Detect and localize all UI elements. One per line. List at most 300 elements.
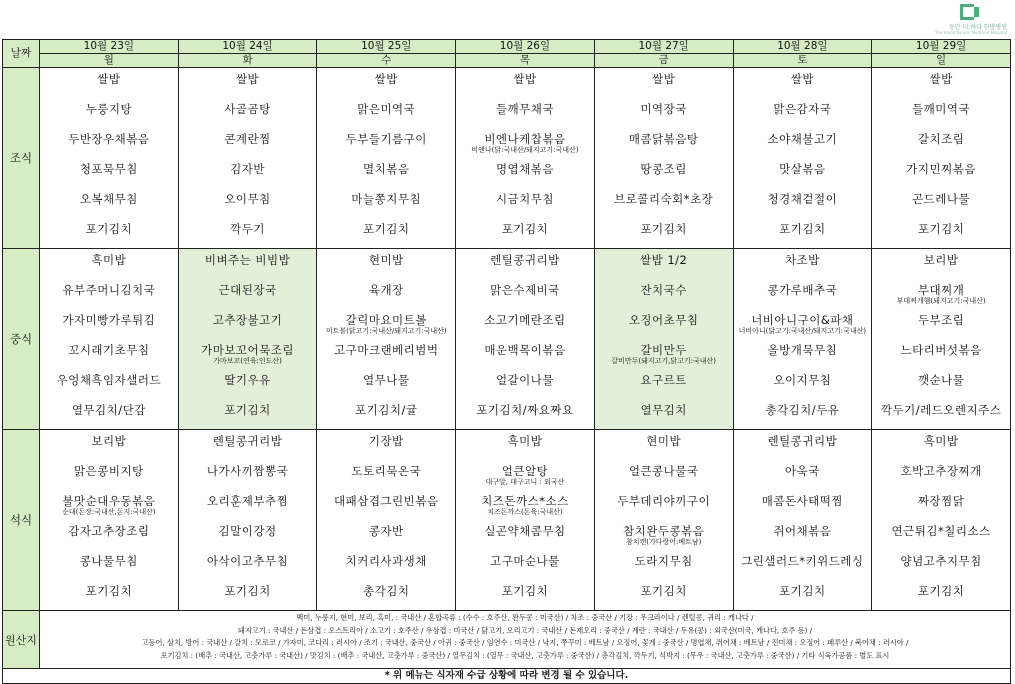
menu-item-name: 감자고추장조림 xyxy=(68,524,150,538)
menu-item xyxy=(872,580,1010,610)
menu-item xyxy=(179,369,317,399)
menu-item xyxy=(40,158,178,188)
menu-item-name: 부대찌개 xyxy=(917,283,965,297)
menu-item-name: 실곤약채콤무침 xyxy=(484,524,566,538)
menu-item-name: 치커리사과생채 xyxy=(345,554,427,568)
menu-item-name: 대패삼겹그린빈볶음 xyxy=(334,494,439,508)
menu-item-name: 그린샐러드*키위드레싱 xyxy=(741,554,864,568)
menu-item xyxy=(595,430,733,460)
menu-item-name: 아욱국 xyxy=(784,464,820,478)
date-label: 날짜 xyxy=(3,40,40,68)
menu-item-name: 두부들기름구이 xyxy=(345,132,427,146)
menu-item-list xyxy=(872,68,1010,248)
menu-item-name: 흑미밥 xyxy=(507,434,543,448)
menu-cell xyxy=(40,430,179,611)
menu-item-list xyxy=(456,249,594,429)
menu-item-name: 들깨무채국 xyxy=(495,102,554,116)
menu-item-name: 딸기우유 xyxy=(224,373,271,387)
menu-item-list xyxy=(317,68,455,248)
menu-item-name: 짜장찜닭 xyxy=(917,494,965,508)
menu-item-name: 고구마크랜베리범벅 xyxy=(334,343,439,357)
date-cell: 10월 27일 xyxy=(594,40,733,54)
menu-item-name: 육개장 xyxy=(368,283,404,297)
menu-item xyxy=(595,98,733,128)
menu-item-name: 보리밥 xyxy=(923,253,959,267)
menu-cell xyxy=(594,430,733,611)
menu-item-origin-note: 갈비만두(돼지고기,닭고기:국내산) xyxy=(611,357,717,365)
menu-item-name: 열무김치 xyxy=(640,403,687,417)
menu-item-name: 흑미밥 xyxy=(923,434,959,448)
menu-item-name: 쌀밥 xyxy=(790,72,814,86)
menu-item-name: 포기김치/귤 xyxy=(355,403,418,417)
menu-item xyxy=(734,128,872,158)
menu-item xyxy=(456,279,594,309)
menu-item-origin-note: 너비아니(닭고기:국내산/돼지고기:국내산) xyxy=(738,327,867,335)
menu-item-name: 포기김치 xyxy=(917,584,965,598)
menu-item xyxy=(317,430,455,460)
menu-item-name: 우엉채흑임자샐러드 xyxy=(56,373,162,387)
menu-item-name: 포기김치 xyxy=(224,584,271,598)
menu-item xyxy=(734,98,872,128)
menu-item xyxy=(595,580,733,610)
menu-item xyxy=(456,249,594,279)
origin-label: 원산지 xyxy=(3,611,40,669)
menu-item xyxy=(317,339,455,369)
menu-item xyxy=(734,550,872,580)
menu-item xyxy=(179,98,317,128)
menu-item-name: 브로콜리숙회*초장 xyxy=(614,192,714,206)
menu-item-list xyxy=(40,430,178,610)
menu-item xyxy=(456,158,594,188)
menu-item xyxy=(40,339,178,369)
menu-item-name: 꼬시래기초무침 xyxy=(68,343,150,357)
menu-item xyxy=(317,128,455,158)
menu-item xyxy=(872,520,1010,550)
weekday-cell: 화 xyxy=(178,54,317,68)
menu-item xyxy=(179,188,317,218)
menu-item xyxy=(734,279,872,309)
menu-item xyxy=(872,550,1010,580)
menu-item-name: 가지민찌볶음 xyxy=(906,162,976,176)
menu-item xyxy=(456,68,594,98)
menu-item-name: 차조밥 xyxy=(784,253,820,267)
menu-item xyxy=(179,580,317,610)
menu-item-name: 현미밥 xyxy=(368,253,404,267)
menu-item xyxy=(595,550,733,580)
menu-item-name: 현미밥 xyxy=(646,434,682,448)
menu-item xyxy=(179,430,317,460)
menu-item xyxy=(317,580,455,610)
menu-item xyxy=(734,249,872,279)
menu-item xyxy=(40,188,178,218)
menu-item-name: 유부주머니김치국 xyxy=(62,283,156,297)
menu-item-name: 포기김치 xyxy=(640,584,687,598)
menu-item-name: 포기김치/짜요짜요 xyxy=(476,403,574,417)
date-cell: 10월 28일 xyxy=(733,40,872,54)
menu-cell xyxy=(178,249,317,430)
date-cell: 10월 25일 xyxy=(317,40,456,54)
menu-item-name: 오이지무침 xyxy=(773,373,832,387)
menu-item-name: 사골곰탕 xyxy=(224,102,271,116)
menu-item xyxy=(456,369,594,399)
menu-item xyxy=(595,249,733,279)
menu-item-name: 멸치볶음 xyxy=(363,162,410,176)
menu-item xyxy=(595,158,733,188)
menu-item-name: 포기김치 xyxy=(501,222,549,236)
menu-item-name: 총각김치/두유 xyxy=(765,403,840,417)
menu-item-name: 도토리묵온국 xyxy=(351,464,422,478)
menu-item xyxy=(595,520,733,550)
menu-item xyxy=(872,128,1010,158)
menu-cell xyxy=(456,249,595,430)
menu-item-name: 오징어초무침 xyxy=(628,313,699,327)
lunch-row xyxy=(3,249,1011,430)
menu-item-name: 깻순나물 xyxy=(917,373,965,387)
menu-item-name: 콩가루배추국 xyxy=(767,283,838,297)
menu-item xyxy=(734,339,872,369)
menu-item-list xyxy=(179,68,317,248)
menu-item xyxy=(872,369,1010,399)
menu-item xyxy=(456,430,594,460)
menu-item-name: 렌틸콩귀리밥 xyxy=(767,434,838,448)
menu-item xyxy=(872,430,1010,460)
menu-cell xyxy=(872,68,1011,249)
menu-item xyxy=(179,218,317,248)
menu-item-name: 근대된장국 xyxy=(218,283,277,297)
weekday-cell: 수 xyxy=(317,54,456,68)
menu-item-name: 두부조림 xyxy=(917,313,965,327)
menu-item xyxy=(40,249,178,279)
menu-item-name: 너비아니구이&파채 xyxy=(751,313,854,327)
menu-item xyxy=(317,68,455,98)
menu-item-name: 미역장국 xyxy=(640,102,687,116)
origin-line: 고등어, 삼치, 방어 : 국내산 / 갈치 : 모로코 / 가자미, 코다리 : 러시아 / 조기 : 국내산, 중국산 / 아귀 : 중국산 / 임연수 : 미국산 / 낙지, 쭈꾸미 : 베트남 / 오징어, 꽃게 : 중국산 / 명엽채, 쥐어채 : 베트남 / 진미채 : 오징어 : 페루산 / 북어채 : 러시아 / xyxy=(141,638,909,647)
menu-item xyxy=(317,158,455,188)
menu-item xyxy=(872,490,1010,520)
menu-item-name: 누룽지탕 xyxy=(85,102,133,116)
menu-item-name: 얼큰콩나물국 xyxy=(628,464,699,478)
menu-item-name: 오리훈제부추찜 xyxy=(206,494,289,508)
menu-item-name: 잔치국수 xyxy=(640,283,687,297)
menu-cell xyxy=(178,430,317,611)
menu-item xyxy=(456,490,594,520)
menu-item xyxy=(179,339,317,369)
menu-item xyxy=(179,460,317,490)
menu-item xyxy=(734,580,872,610)
menu-item xyxy=(734,430,872,460)
menu-item-name: 가마보꼬어묵조림 xyxy=(201,343,294,357)
menu-item xyxy=(317,279,455,309)
menu-item-name: 비벼주는 비빔밥 xyxy=(204,253,291,267)
menu-item xyxy=(456,550,594,580)
menu-item-name: 호박고추장찌개 xyxy=(900,464,982,478)
menu-item xyxy=(317,98,455,128)
weekday-row xyxy=(3,54,1011,68)
menu-item-name: 포기김치 xyxy=(85,584,133,598)
menu-item-name: 쌀밥 xyxy=(929,72,953,86)
menu-item-origin-note: 비엔나(닭:국내산/돼지고기:국내산) xyxy=(471,146,579,154)
menu-item xyxy=(40,550,178,580)
menu-item xyxy=(734,490,872,520)
menu-item-list xyxy=(872,249,1010,429)
menu-cell xyxy=(317,249,456,430)
menu-item-list xyxy=(872,430,1010,610)
menu-item-name: 김말이강정 xyxy=(218,524,277,538)
menu-item xyxy=(734,188,872,218)
menu-item-name: 불맛순대우동볶음 xyxy=(62,494,156,508)
menu-item-name: 총각김치 xyxy=(363,584,410,598)
menu-item-list xyxy=(734,68,872,248)
menu-item xyxy=(734,399,872,429)
footer-note: * 위 메뉴는 식자재 수급 상황에 따라 변경 될 수 있습니다. xyxy=(3,669,1011,684)
menu-cell xyxy=(733,249,872,430)
menu-item-name: 마늘쫑지무침 xyxy=(351,192,422,206)
menu-item-name: 콘계란찜 xyxy=(224,132,271,146)
menu-item xyxy=(179,249,317,279)
breakfast-row xyxy=(3,68,1011,249)
menu-item-name: 포기김치 xyxy=(917,222,965,236)
menu-cell xyxy=(317,68,456,249)
meal-label-dinner: 석식 xyxy=(3,430,40,611)
menu-item-name: 고추장불고기 xyxy=(212,313,283,327)
menu-item xyxy=(872,309,1010,339)
menu-item xyxy=(456,339,594,369)
menu-item xyxy=(179,550,317,580)
weekly-menu-table xyxy=(2,39,1011,684)
menu-item xyxy=(872,68,1010,98)
menu-item-list xyxy=(317,249,455,429)
menu-item-list xyxy=(40,68,178,248)
meal-label-lunch: 중식 xyxy=(3,249,40,430)
menu-item xyxy=(595,218,733,248)
date-cell: 10월 29일 xyxy=(872,40,1011,54)
origin-line: 백미, 누룽지, 현미, 보리, 흑미, : 국내산 / 혼합곡류 : (수수 : 호주산, 완두콩 : 미국산) / 차조 : 중국산 / 기장 : 우크라이나 / 렌틸콩, 귀리 : 캐나다 / xyxy=(296,613,754,622)
menu-item-name: 가자미빵가루튀김 xyxy=(62,313,156,327)
footer-row xyxy=(3,669,1011,684)
menu-item xyxy=(595,128,733,158)
date-row xyxy=(3,40,1011,54)
menu-item-list xyxy=(456,430,594,610)
menu-cell xyxy=(40,249,179,430)
menu-item xyxy=(40,218,178,248)
menu-item-name: 매콤닭볶음탕 xyxy=(628,132,699,146)
menu-item-name: 청포묵무침 xyxy=(79,162,138,176)
menu-item xyxy=(40,369,178,399)
menu-item-origin-note: 대구알, 대구고니 : 외국산 xyxy=(485,478,565,486)
menu-item xyxy=(179,520,317,550)
menu-item xyxy=(872,158,1010,188)
weekday-cell: 목 xyxy=(456,54,595,68)
menu-item xyxy=(456,399,594,429)
menu-item-name: 쌀밥 xyxy=(97,72,121,86)
menu-item xyxy=(595,369,733,399)
menu-item-name: 열무김치/단감 xyxy=(71,403,146,417)
weekday-cell: 금 xyxy=(594,54,733,68)
menu-item xyxy=(595,399,733,429)
menu-item xyxy=(456,98,594,128)
menu-item xyxy=(40,490,178,520)
menu-item xyxy=(456,520,594,550)
menu-item xyxy=(595,68,733,98)
logo-subtitle: The Haida Korean Medicine Hospital xyxy=(934,30,1007,35)
menu-item-name: 곤드레나물 xyxy=(912,192,971,206)
menu-item-list xyxy=(595,68,733,248)
menu-item-list xyxy=(179,430,317,610)
menu-item-name: 비엔나케찹볶음 xyxy=(484,132,566,146)
menu-item xyxy=(317,520,455,550)
menu-item-name: 쌀밥 xyxy=(235,72,260,86)
menu-cell xyxy=(872,249,1011,430)
menu-item-name: 오복채무침 xyxy=(79,192,138,206)
menu-item xyxy=(872,460,1010,490)
menu-item-name: 치즈돈까스*소스 xyxy=(481,494,569,508)
menu-item-origin-note: 가마보꼬(연육:인도산) xyxy=(213,357,282,365)
menu-item-name: 올방개묵무침 xyxy=(767,343,838,357)
menu-item-name: 나가사끼짬뽕국 xyxy=(206,464,289,478)
menu-item-name: 양념고추지무침 xyxy=(900,554,982,568)
menu-item-name: 포기김치 xyxy=(501,584,549,598)
menu-item xyxy=(317,550,455,580)
menu-item-name: 쌀밥 xyxy=(513,72,537,86)
menu-item xyxy=(872,98,1010,128)
menu-item-name: 콩나물무침 xyxy=(79,554,138,568)
menu-item xyxy=(456,460,594,490)
menu-item-origin-note: 부대찌개햄(돼지고기:국내산) xyxy=(896,297,986,305)
menu-item-origin-note: 미트볼(닭고기:국내산/돼지고기:국내산) xyxy=(325,327,447,335)
menu-item xyxy=(40,580,178,610)
menu-item-name: 깍두기/레드오렌지주스 xyxy=(880,403,1002,417)
menu-item-name: 얼큰알탕 xyxy=(501,464,549,478)
menu-item-name: 맑은미역국 xyxy=(357,102,416,116)
menu-item xyxy=(734,158,872,188)
menu-item xyxy=(179,490,317,520)
menu-item xyxy=(40,460,178,490)
menu-item xyxy=(40,128,178,158)
menu-item xyxy=(179,128,317,158)
menu-item-name: 포기김치 xyxy=(640,222,687,236)
menu-item xyxy=(734,68,872,98)
menu-item-name: 느타리버섯볶음 xyxy=(900,343,982,357)
menu-item xyxy=(179,158,317,188)
menu-cell xyxy=(872,430,1011,611)
menu-item-name: 맑은콩비지탕 xyxy=(74,464,144,478)
date-cell: 10월 24일 xyxy=(178,40,317,54)
menu-item xyxy=(595,279,733,309)
menu-item-name: 맑은감자국 xyxy=(773,102,832,116)
menu-item xyxy=(179,399,317,429)
menu-item-name: 연근튀김*칠리소스 xyxy=(891,524,991,538)
menu-item xyxy=(595,460,733,490)
menu-item-name: 두반장우채볶음 xyxy=(68,132,150,146)
menu-item-name: 보리밥 xyxy=(91,434,127,448)
menu-item xyxy=(456,218,594,248)
menu-item-name: 열무나물 xyxy=(363,373,410,387)
menu-item xyxy=(734,369,872,399)
origin-line: 돼지고기 : 국내산 / 돈삼겹 : 오스트리아 / 소고기 : 호주산 / 우삼겹 : 미국산 / 닭고기, 오리고기 : 국내산 / 돈제오리 : 중국산 / 계란 : 국내산 / 두유(콩) : 외국산(미국, 캐나다, 호주 등) / xyxy=(237,625,813,635)
logo-name: 동탄 더:하다 한방병원 xyxy=(948,24,1007,31)
menu-item xyxy=(872,339,1010,369)
menu-item-list xyxy=(456,68,594,248)
menu-item xyxy=(872,399,1010,429)
menu-item xyxy=(456,188,594,218)
menu-cell xyxy=(456,68,595,249)
menu-item-name: 쥐어채볶음 xyxy=(773,524,832,538)
menu-item-name: 아삭이고추무침 xyxy=(206,554,289,568)
menu-cell xyxy=(40,68,179,249)
menu-item xyxy=(40,279,178,309)
menu-item-name: 고구마순나물 xyxy=(490,554,560,568)
menu-item xyxy=(317,249,455,279)
menu-item-name: 콩자반 xyxy=(368,524,404,538)
dinner-row xyxy=(3,430,1011,611)
menu-item xyxy=(40,98,178,128)
menu-item-name: 갈치조림 xyxy=(917,132,965,146)
menu-item-name: 요구르트 xyxy=(640,373,687,387)
menu-item-list xyxy=(179,249,317,429)
menu-item xyxy=(40,430,178,460)
menu-item-name: 청경채겉절이 xyxy=(767,192,838,206)
menu-item-list xyxy=(40,249,178,429)
menu-item-name: 맑은수제비국 xyxy=(490,283,560,297)
date-cell: 10월 26일 xyxy=(456,40,595,54)
menu-cell xyxy=(178,68,317,249)
menu-item-name: 명엽채볶음 xyxy=(495,162,554,176)
menu-item-name: 시금치무침 xyxy=(495,192,554,206)
menu-item xyxy=(179,279,317,309)
menu-item-name: 포기김치 xyxy=(779,584,826,598)
menu-item-name: 깍두기 xyxy=(230,222,265,236)
weekday-cell: 토 xyxy=(733,54,872,68)
menu-item xyxy=(456,309,594,339)
menu-item xyxy=(872,279,1010,309)
menu-item xyxy=(595,490,733,520)
menu-item-name: 쌀밥 xyxy=(374,72,398,86)
menu-item xyxy=(179,309,317,339)
menu-item xyxy=(456,128,594,158)
menu-item-name: 기장밥 xyxy=(368,434,404,448)
menu-item-name: 들깨미역국 xyxy=(912,102,971,116)
menu-cell xyxy=(317,430,456,611)
weekday-cell: 일 xyxy=(872,54,1011,68)
menu-item xyxy=(456,580,594,610)
menu-item xyxy=(317,218,455,248)
menu-item xyxy=(872,218,1010,248)
menu-item-list xyxy=(734,430,872,610)
menu-cell xyxy=(733,68,872,249)
menu-item xyxy=(40,520,178,550)
menu-item-name: 갈릭마요미트볼 xyxy=(345,313,427,327)
menu-item xyxy=(40,309,178,339)
menu-item-name: 소야채불고기 xyxy=(767,132,838,146)
origin-text xyxy=(40,611,1011,669)
menu-item xyxy=(872,249,1010,279)
menu-item-name: 쌀밥 xyxy=(652,72,676,86)
menu-item xyxy=(734,520,872,550)
logo-mark-icon xyxy=(960,4,974,20)
origin-line: 포기김치 : (배추 : 국내산, 고춧가루 : 국내산) / 맛김치 : (배추 : 국내산, 고춧가루 : 중국산) / 열무김치 : (열무 : 국내산, 고춧가루 : 중국산) / 총각김치, 깍두기, 석박지 : (무우 : 국내산, 고춧가루 : 중국산) / 기타 식육가공품 : 별도 표시 xyxy=(160,650,890,660)
menu-item xyxy=(734,309,872,339)
menu-item-name: 쌀밥 1/2 xyxy=(639,253,688,267)
menu-item-origin-note: 순대(돈장:국내산,돈지:국내산) xyxy=(62,508,156,516)
menu-item-name: 오이무침 xyxy=(224,192,271,206)
menu-item-name: 얼갈이나물 xyxy=(495,373,554,387)
logo-mark-dot-icon xyxy=(974,7,979,17)
menu-item-name: 두부데리야끼구이 xyxy=(617,494,711,508)
menu-item-name: 참치완두콩볶음 xyxy=(623,524,705,538)
menu-item-name: 도라지무침 xyxy=(634,554,693,568)
menu-item-name: 맛살볶음 xyxy=(779,162,826,176)
menu-item xyxy=(179,68,317,98)
